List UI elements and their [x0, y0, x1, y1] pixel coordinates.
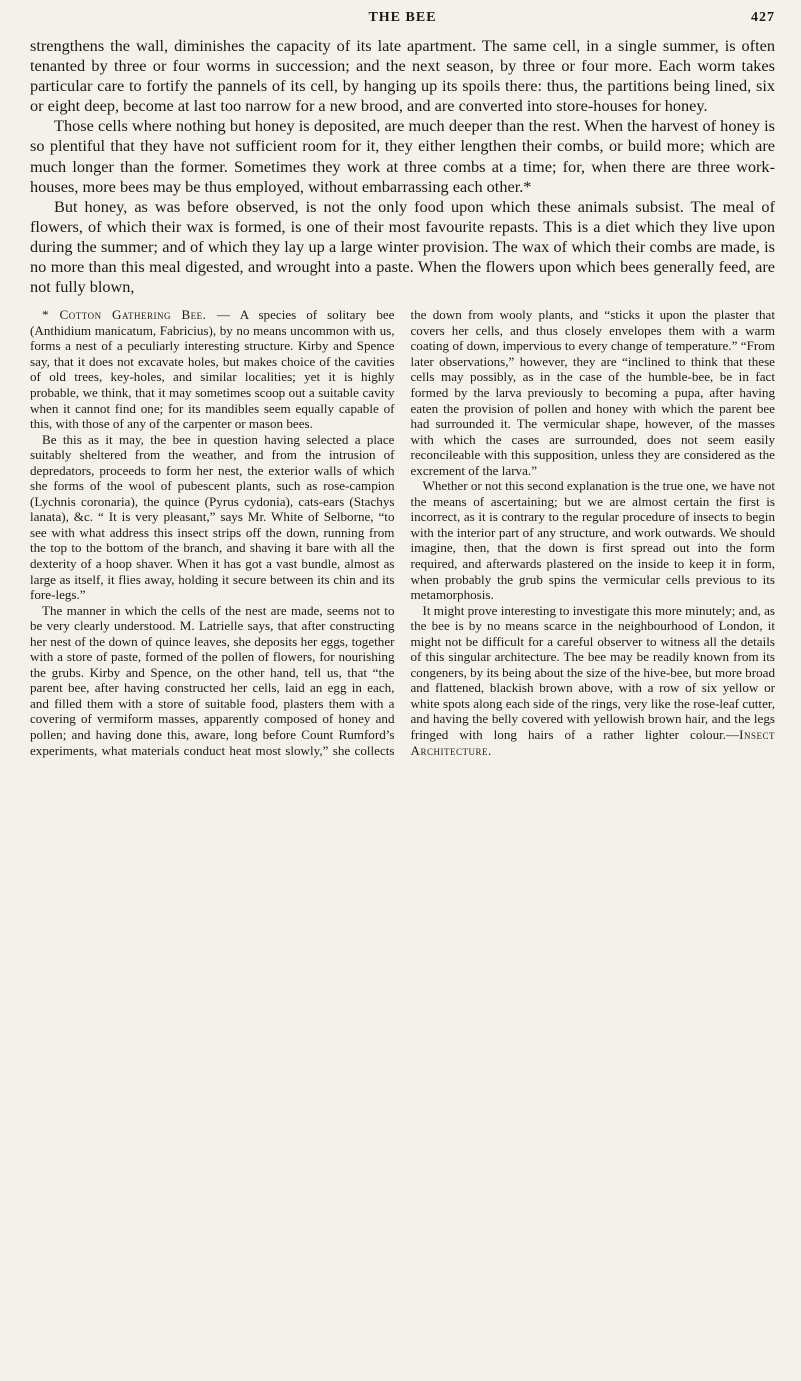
footnote-paragraph [30, 307, 395, 431]
running-title: THE BEE [368, 10, 437, 25]
main-paragraph: But honey, as was before observed, is not the only food upon which these animals subsist. The meal of flowers, of which their wax is formed, is one of their most favourite repasts. This is a diet which they live upon during the summer; and of which they lay up a large winter provision. The wax of which their combs are made, is no more than this meal digested, and wrought into a paste. When the flowers upon which bees generally feed, are not fully blown, [30, 196, 775, 297]
footnote-paragraph: The manner in which the cells of the nest are made, seems not to be very clearly understood. M. Latrielle says, that after constructing her nest of the down of quince leaves, she deposits her eggs, together with a store of paste, formed of the pollen of flowers, for nourishing the grubs. Kirby and Spence, on the other hand, tell us, that “the parent bee, after having constructed her cells, laid an egg in each, and filled them with a store of suitable food, plasters them with a covering of vermiform masses, apparently composed of honey and pollen; and having done this, aware, long before Count Rumford’s experiments, what materials conduct heat most slowly,” she collects the down from wooly plants, and “sticks it upon the plaster that covers her cells, and thus closely envelopes them with a warm coating of down, impervious to every change of temperature.” “From later observations,” however, they are “inclined to think that these cells may possibly, as in the case of the humble-bee, be in fact formed by the larva previously to becoming a pupa, after having eaten the provision of pollen and honey with which the parent bee had surrounded it. The vermicular shape, however, of the masses with which the cases are surrounded, does not seem easily reconcileable with this supposition, unless they are considered as the excrement of the larva.” [30, 307, 775, 758]
footnote-paragraph [411, 603, 776, 758]
running-header [30, 10, 775, 32]
footnote-text: A species of solitary bee (Anthidium manicatum, Fabricius), by no means uncommon with us, forms a nest of a peculiarly interesting structure. Kirby and Spence say, that it does not excavate holes, but makes choice of the cavities of old trees, key-holes, and similar localities; yet it is highly probable, we think, that it may sometimes scoop out a suitable cavity when it cannot find one; for its mandibles seem equally capable of this, with those of any of the carpenter or mason bees. [30, 307, 395, 432]
footnote-source: Insect Architecture. [410, 726, 775, 758]
footnote-heading: * Cotton Gathering Bee. — [42, 307, 231, 323]
main-text [30, 36, 775, 297]
footnote-paragraph: Whether or not this second explanation is the true one, we have not the means of ascertaining; but we are almost certain the first is incorrect, as it is contrary to the regular procedure of insects to begin with the interior part of any structure, and work outwards. We should imagine, then, that the down is first spread out into the form required, and afterwards plastered on the inside to keep it in form, when probably the grub spins the vermicular cells previous to its metamorphosis. [410, 478, 775, 603]
footnote-paragraph: Be this as it may, the bee in question having selected a place suitably sheltered from the weather, and from the intrusion of depredators, proceeds to form her nest, the exterior walls of which she forms of the wool of pubescent plants, such as rose-campion (Lychnis coronaria), the quince (Pyrus cydonia), cats-ears (Stachys lanata), &c. “ It is very pleasant,” says Mr. White of Selborne, “to see with what address this insect strips off the down, running from the top to the bottom of the branch, and shaving it bare with all the dexterity of a hoop shaver. When it has got a vast bundle, almost as large as itself, it flies away, holding it secure between its chin and its fore-legs.” [30, 431, 395, 603]
page-number: 427 [751, 10, 775, 25]
footnote-columns [30, 307, 775, 758]
main-paragraph: Those cells where nothing but honey is deposited, are much deeper than the rest. When the harvest of honey is so plentiful that they have not sufficient room for it, they either lengthen their combs, or build more; which are much longer than the former. Sometimes they work at three combs at a time; for, when there are three work-houses, more bees may be thus employed, without embarrassing each other.* [30, 116, 775, 196]
main-paragraph: strengthens the wall, diminishes the capacity of its late apartment. The same cell, in a single summer, is often tenanted by three or four worms in succession; and the next season, by three or four more. Each worm takes particular care to fortify the pannels of its cell, by hanging up its spoils there: thus, the partitions being lined, six or eight deep, become at last too narrow for a new brood, and are converted into store-houses for honey. [30, 36, 775, 116]
footnote-text: It might prove interesting to investigate this more minutely; and, as the bee is by no means scarce in the neighbourhood of London, it might not be difficult for a careful observer to witness all the details of this singular architecture. The bee may be readily known from its congeners, by its being about the size of the hive-bee, but more broad and flattened, blackish brown above, with a row of six yellow or white spots along each side of the rings, very like the rose-leaf cutter, and having the belly covered with yellowish brown hair, and the legs fringed with long hairs of a rather lighter colour.— [410, 602, 775, 742]
